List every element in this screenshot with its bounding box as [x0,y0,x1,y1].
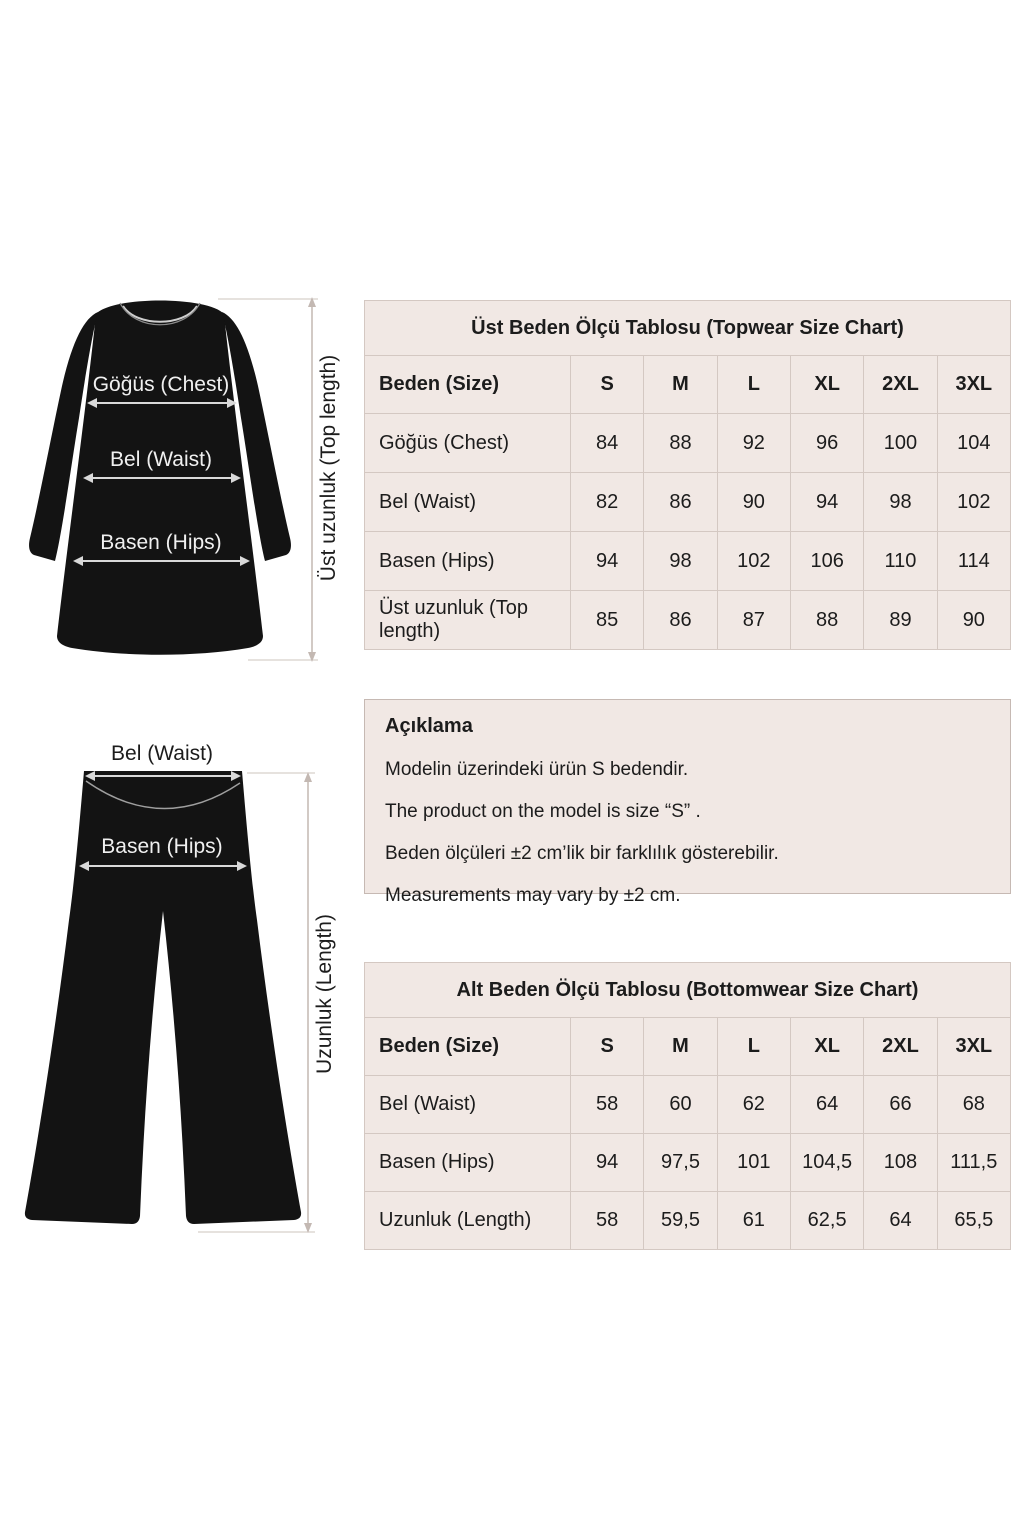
notes-panel [364,699,1011,906]
measurement-label: Göğüs (Chest) [365,414,571,473]
bottomwear-table-title: Alt Beden Ölçü Tablosu (Bottomwear Size Chart) [365,963,1011,1018]
measurement-value: 101 [717,1134,790,1192]
size-header: L [717,1018,790,1076]
measurement-value: 92 [717,414,790,473]
bottomwear-table-body [365,1076,1011,1250]
size-header: S [571,1018,644,1076]
measurement-row [365,532,1011,591]
measurement-value: 64 [864,1192,937,1250]
size-header: 2XL [864,1018,937,1076]
measurement-value: 98 [864,473,937,532]
size-header: XL [790,356,863,414]
measurement-value: 97,5 [644,1134,717,1192]
measurement-value: 58 [571,1192,644,1250]
pants-waist-label: Bel (Waist) [111,742,213,765]
topwear-table-body [365,414,1011,650]
size-header: L [717,356,790,414]
notes-lines [385,738,990,906]
measurement-value: 66 [864,1076,937,1134]
notes-title: Açıklama [385,715,473,737]
measurement-value: 89 [864,591,937,650]
measurement-value: 114 [937,532,1010,591]
measurement-value: 102 [937,473,1010,532]
waist-label: Bel (Waist) [110,448,212,471]
measurement-value: 94 [571,1134,644,1192]
pants-length-label: Uzunluk (Length) [313,914,336,1074]
measurement-value: 102 [717,532,790,591]
topwear-illustration [0,290,345,665]
measurement-label: Basen (Hips) [365,1134,571,1192]
measurement-row [365,414,1011,473]
measurement-value: 84 [571,414,644,473]
pants-hips-label: Basen (Hips) [101,835,223,858]
measurement-value: 86 [644,473,717,532]
note-line: Beden ölçüleri ±2 cm’lik bir farklılık gösterebilir. [385,843,779,864]
size-column-label-header: Beden (Size) [365,1018,571,1076]
bottomwear-illustration [0,735,345,1240]
topwear-table-title-row [365,301,1011,356]
chest-label: Göğüs (Chest) [92,373,230,396]
top-length-label: Üst uzunluk (Top length) [317,354,340,582]
measurement-value: 104,5 [790,1134,863,1192]
size-header: 2XL [864,356,937,414]
measurement-value: 110 [864,532,937,591]
measurement-value: 94 [790,473,863,532]
measurement-row [365,473,1011,532]
measurement-value: 108 [864,1134,937,1192]
measurement-value: 96 [790,414,863,473]
measurement-value: 87 [717,591,790,650]
size-column-label-header: Beden (Size) [365,356,571,414]
measurement-value: 61 [717,1192,790,1250]
note-line: Measurements may vary by ±2 cm. [385,885,681,906]
size-header: S [571,356,644,414]
measurement-label: Uzunluk (Length) [365,1192,571,1250]
bottomwear-size-table [364,962,1011,1250]
measurement-value: 106 [790,532,863,591]
measurement-value: 64 [790,1076,863,1134]
measurement-row [365,1134,1011,1192]
measurement-value: 60 [644,1076,717,1134]
hips-label: Basen (Hips) [100,531,222,554]
bottomwear-table-header-row [365,1018,1011,1076]
size-header: M [644,356,717,414]
size-header: XL [790,1018,863,1076]
size-header: M [644,1018,717,1076]
measurement-value: 65,5 [937,1192,1010,1250]
measurement-value: 59,5 [644,1192,717,1250]
measurement-value: 90 [937,591,1010,650]
measurement-value: 86 [644,591,717,650]
size-header: 3XL [937,1018,1010,1076]
measurement-value: 68 [937,1076,1010,1134]
measurement-value: 94 [571,532,644,591]
measurement-value: 85 [571,591,644,650]
size-header: 3XL [937,356,1010,414]
note-line: The product on the model is size “S” . [385,801,701,822]
measurement-row [365,1076,1011,1134]
bottomwear-table-title-row [365,963,1011,1018]
measurement-label: Basen (Hips) [365,532,571,591]
measurement-value: 62,5 [790,1192,863,1250]
note-line: Modelin üzerindeki ürün S bedendir. [385,759,689,780]
measurement-label: Bel (Waist) [365,473,571,532]
measurement-value: 82 [571,473,644,532]
measurement-row [365,591,1011,650]
measurement-value: 100 [864,414,937,473]
topwear-table-title: Üst Beden Ölçü Tablosu (Topwear Size Chart) [365,301,1011,356]
measurement-value: 88 [790,591,863,650]
measurement-row [365,1192,1011,1250]
measurement-label: Üst uzunluk (Top length) [365,591,571,650]
measurement-value: 104 [937,414,1010,473]
measurement-label: Bel (Waist) [365,1076,571,1134]
topwear-table-header-row [365,356,1011,414]
measurement-value: 88 [644,414,717,473]
measurement-value: 58 [571,1076,644,1134]
measurement-value: 98 [644,532,717,591]
topwear-size-table [364,300,1011,650]
measurement-value: 62 [717,1076,790,1134]
measurement-value: 90 [717,473,790,532]
measurement-value: 111,5 [937,1134,1010,1192]
